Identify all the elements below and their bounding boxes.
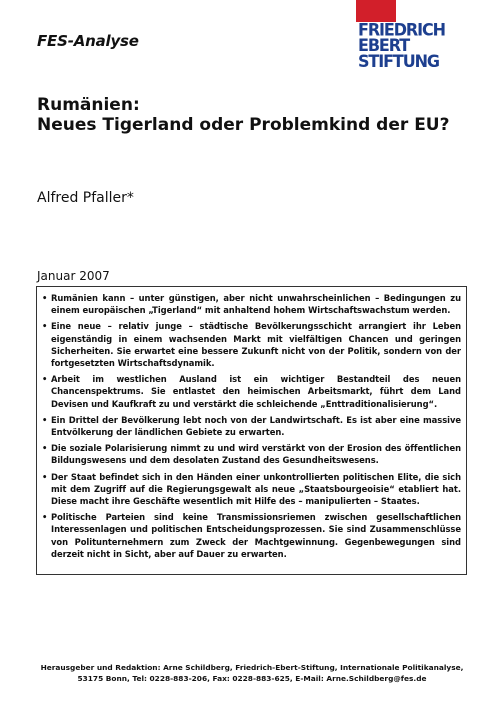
logo-line-2: EBERT [358,35,410,56]
summary-item: • Politische Parteien sind keine Transmissionsriemen zwischen gesellschaftlichen Interessenlagen und politischen Entscheidungsprozessen. Sie sind Zusammenschlüsse von Politunternehmern zum Zweck der Machtgewinnung. Gegenbewegungen sind derzeit nicht in Sicht, aber auf Dauer zu erwarten. [42,512,461,559]
summary-item: • Ein Drittel der Bevölkerung lebt noch von der Landwirtschaft. Es ist aber eine massive Entvölkerung der ländlichen Gebiete zu erwarten. [42,414,461,438]
bullet-icon: • [42,321,48,332]
summary-list [42,292,461,560]
bullet-icon: • [42,512,48,523]
bullet-icon: • [42,443,48,454]
title-line-1: Rumänien: [37,95,140,115]
fes-logo [350,0,478,70]
bullet-icon: • [42,471,48,482]
publisher-footer [0,662,504,684]
summary-item: • Eine neue – relativ junge – städtische Bevölkerungsschicht arrangiert ihr Leben eigenständig in einem wachsenden Markt mit vielfältigen Chancen und geringen Sicherheiten. Sie erwartet eine bessere Zukunft nicht von der Politik, sondern von der fortgesetzten Wirtschaftsdynamik. [42,321,461,369]
logo-line-3: STIFTUNG [358,51,439,72]
series-label: FES-Analyse [37,32,139,50]
logo-line-1: FRIEDRICH [358,19,445,40]
summary-item: • Rumänien kann – unter günstigen, aber nicht unwahrscheinlichen – Bedingungen zu einem europäischen „Tigerland“ mit anhaltend hohem Wirtschaftswachstum werden. [42,293,461,316]
document-title [37,95,449,135]
title-line-2: Neues Tigerland oder Problemkind der EU? [37,115,450,135]
bullet-icon: • [42,374,48,385]
summary-item: • Arbeit im westlichen Ausland ist ein wichtiger Bestandteil des neuen Chancenspektrums. Sie entlastet den heimischen Arbeitsmarkt, führt dem Land Devisen und Kaufkraft zu und verstärkt die schleichende „Enttraditionalisierung“. [42,374,461,409]
publication-date: Januar 2007 [37,269,110,283]
summary-box [36,286,467,575]
author-name: Alfred Pfaller* [37,190,134,206]
summary-item: • Die soziale Polarisierung nimmt zu und wird verstärkt von der Erosion des öffentlichen Bildungswesens und dem desolaten Zustand des Gesundheitswesens. [42,443,461,466]
footer-line-1: Herausgeber und Redaktion: Arne Schildberg, Friedrich-Ebert-Stiftung, Internationale Politikanalyse, [40,663,464,672]
bullet-icon: • [42,293,48,303]
footer-line-2: 53175 Bonn, Tel: 0228-883-206, Fax: 0228-883-625, E-Mail: Arne.Schildberg@fes.de [77,674,427,683]
summary-item: • Der Staat befindet sich in den Händen einer unkontrollierten politischen Elite, die sich mit dem Zugriff auf die Regierungsgewalt als neue „Staatsbourgeoisie“ etabliert hat. Diese macht ihre Geschäfte wesentlich mit Hilfe des – manipulierten – Staates. [42,471,461,507]
bullet-icon: • [42,414,48,425]
